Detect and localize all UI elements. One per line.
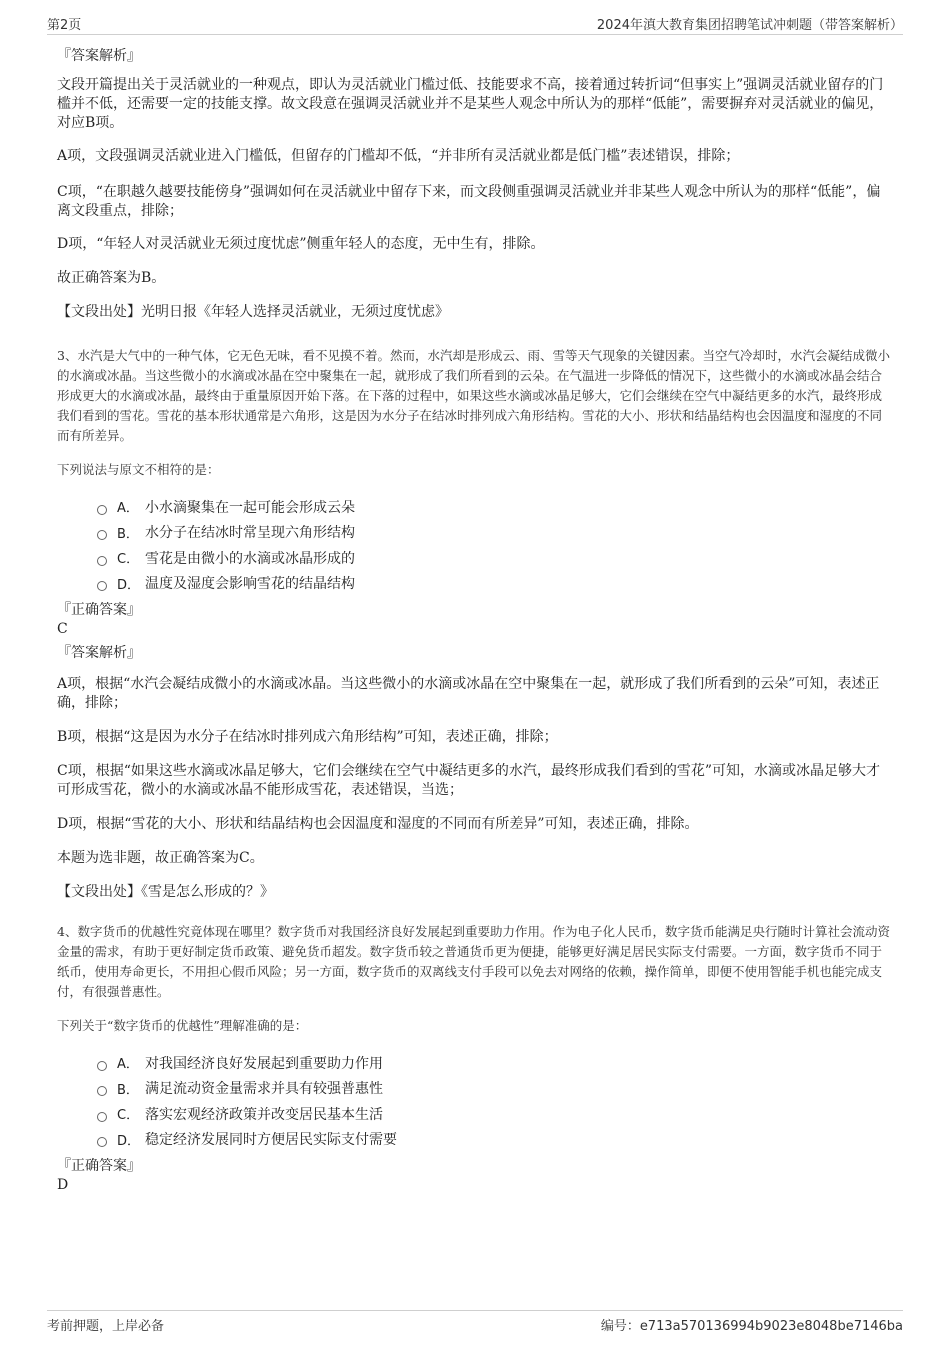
radio-icon[interactable] (97, 505, 107, 515)
option-b[interactable]: B． 满足流动资金量需求并具有较强普惠性 (97, 1076, 893, 1102)
analysis-paragraph: C项，“在职越久越要技能傍身”强调如何在灵活就业中留存下来，而文段侧重强调灵活就业并非某些人观念中所认为的那样“低能”，偏离文段重点，排除； (57, 184, 881, 219)
question-3 (57, 346, 893, 902)
option-text: 水分子在结冰时常呈现六角形结构 (145, 525, 355, 542)
analysis-paragraph: C项，根据“如果这些水滴或冰晶足够大，它们会继续在空气中凝结更多的水汽，最终形成我们看到的雪花”可知，水滴或冰晶足够大才可形成雪花，微小的水滴或冰晶不能形成雪花，表述错误，当选； (57, 763, 881, 798)
answer-label: 『正确答案』 (57, 602, 141, 618)
option-text: 稳定经济发展同时方便居民实际支付需要 (145, 1132, 397, 1149)
question-passage: 3、水汽是大气中的一种气体，它无色无味，看不见摸不着。然而，水汽却是形成云、雨、雪等天气现象的关键因素。当空气冷却时，水汽会凝结成微小的水滴或冰晶。当这些微小的水滴或冰晶在空中聚集在一起，就形成了我们所看到的云朵。在气温进一步降低的情况下，这些微小的水滴或冰晶会结合形成更大的水滴或冰晶，最终由于重量原因开始下落。在下落的过程中，如果这些水滴或冰晶足够大，它们会继续在空气中凝结更多的水汽，最终形成我们看到的雪花。雪花的基本形状通常是六角形，这是因为水分子在结冰时排列成六角形结构。雪花的大小、形状和结晶结构也会因温度和湿度的不同而有所差异。 (57, 348, 890, 443)
analysis-paragraph: 文段开篇提出关于灵活就业的一种观点，即认为灵活就业门槛过低、技能要求不高，接着通过转折词“但事实上”强调灵活就业留存的门槛并不低，还需要一定的技能支撑。故文段意在强调灵活就业并不是某些人观念中所认为的那样“低能”，需要摒弃对灵活就业的偏见，对应B项。 (57, 77, 884, 131)
answer-label: 『正确答案』 (57, 1158, 141, 1174)
option-text: 落实宏观经济政策并改变居民基本生活 (145, 1106, 383, 1123)
question-prompt: 下列说法与原文不相符的是： (57, 462, 220, 477)
analysis-paragraph: 本题为选非题，故正确答案为C。 (57, 850, 264, 866)
option-text: 雪花是由微小的水滴或冰晶形成的 (145, 550, 355, 567)
option-text: 温度及湿度会影响雪花的结晶结构 (145, 576, 355, 593)
q2-analysis (57, 46, 893, 322)
option-a[interactable]: A． 对我国经济良好发展起到重要助力作用 (97, 1050, 893, 1076)
option-d[interactable]: D． 稳定经济发展同时方便居民实际支付需要 (97, 1127, 893, 1153)
page-footer (47, 1310, 903, 1333)
analysis-label: 『答案解析』 (57, 645, 141, 661)
analysis-paragraph: A项，文段强调灵活就业进入门槛低，但留存的门槛却不低，“并非所有灵活就业都是低门槛”表述错误，排除； (57, 148, 740, 164)
answer-value: D (57, 1177, 69, 1193)
page-header (47, 12, 903, 35)
option-b[interactable]: B． 水分子在结冰时常呈现六角形结构 (97, 520, 893, 546)
page-number: 第2页 (47, 18, 82, 33)
radio-icon[interactable] (97, 1061, 107, 1071)
question-passage: 4、数字货币的优越性究竟体现在哪里？数字货币对我国经济良好发展起到重要助力作用。作为电子化人民币，数字货币能满足央行随时计算社会流动资金量的需求，有助于更好制定货币政策、避免货币超发。数字货币较之普通货币更为便捷，能够更好满足居民实际支付需要。一方面，数字货币不同于纸币，使用寿命更长，不用担心假币风险；另一方面，数字货币的双离线支付手段可以免去对网络的依赖，操作简单，即便不使用智能手机也能完成支付，有很强普惠性。 (57, 924, 890, 999)
analysis-paragraph: D项，根据“雪花的大小、形状和结晶结构也会因温度和湿度的不同而有所差异”可知，表述正确，排除。 (57, 816, 699, 832)
question-prompt: 下列关于“数字货币的优越性”理解准确的是： (57, 1018, 308, 1033)
radio-icon[interactable] (97, 530, 107, 540)
source-citation: 【文段出处】《雪是怎么形成的？》 (57, 884, 274, 900)
analysis-paragraph: B项，根据“这是因为水分子在结冰时排列成六角形结构”可知，表述正确，排除； (57, 729, 558, 745)
analysis-label: 『答案解析』 (57, 48, 141, 64)
radio-icon[interactable] (97, 1112, 107, 1122)
option-a[interactable]: A． 小水滴聚集在一起可能会形成云朵 (97, 494, 893, 520)
radio-icon[interactable] (97, 1137, 107, 1147)
option-c[interactable]: C． 雪花是由微小的水滴或冰晶形成的 (97, 545, 893, 571)
radio-icon[interactable] (97, 581, 107, 591)
question-4 (57, 922, 893, 1194)
source-citation: 【文段出处】光明日报《年轻人选择灵活就业，无须过度忧虑》 (57, 304, 449, 320)
option-list (97, 494, 893, 596)
option-d[interactable]: D． 温度及湿度会影响雪花的结晶结构 (97, 571, 893, 597)
option-c[interactable]: C． 落实宏观经济政策并改变居民基本生活 (97, 1101, 893, 1127)
radio-icon[interactable] (97, 1086, 107, 1096)
option-text: 对我国经济良好发展起到重要助力作用 (145, 1055, 383, 1072)
analysis-paragraph: D项，“年轻人对灵活就业无须过度忧虑”侧重年轻人的态度，无中生有，排除。 (57, 236, 545, 252)
footer-slogan: 考前押题，上岸必备 (47, 1319, 165, 1334)
option-list (97, 1050, 893, 1152)
option-text: 满足流动资金量需求并具有较强普惠性 (145, 1081, 383, 1098)
radio-icon[interactable] (97, 556, 107, 566)
answer-value: C (57, 621, 68, 637)
option-text: 小水滴聚集在一起可能会形成云朵 (145, 499, 355, 516)
document-body (57, 40, 893, 1194)
analysis-paragraph: 故正确答案为B。 (57, 270, 166, 286)
analysis-paragraph: A项，根据“水汽会凝结成微小的水滴或冰晶。当这些微小的水滴或冰晶在空中聚集在一起，就形成了我们所看到的云朵”可知，表述正确，排除； (57, 676, 880, 711)
document-title: 2024年滇大教育集团招聘笔试冲刺题（带答案解析） (596, 18, 903, 33)
document-code: 编号：e713a570136994b9023e8048be7146ba (600, 1319, 903, 1334)
